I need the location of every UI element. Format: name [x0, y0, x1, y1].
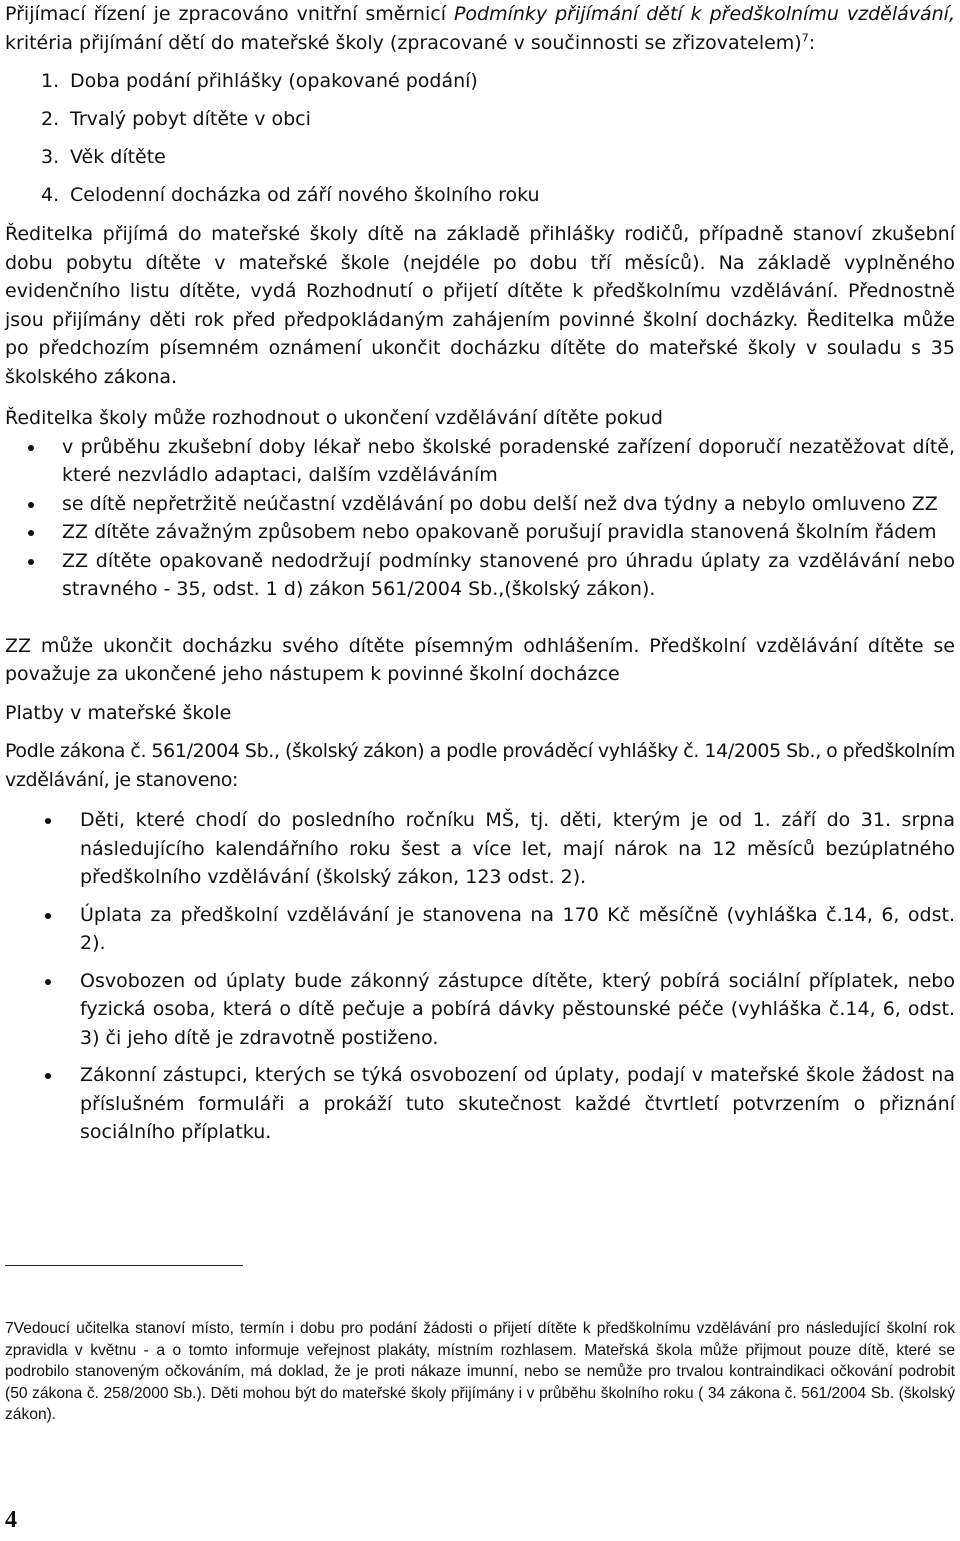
termination-reason-item [5, 518, 955, 547]
termination-reason-item [5, 547, 955, 604]
directive-title: Podmínky přijímání dětí k předškolnímu vzdělávání, [453, 3, 955, 25]
termination-reason-text: se dítě nepřetržitě neúčastní vzdělávání po dobu delší než dva týdny a nebylo omluveno ZZ [62, 492, 938, 515]
termination-reasons-list [5, 433, 955, 604]
criterion-item [5, 100, 955, 138]
payment-rule-text: Děti, které chodí do posledního ročníku MŠ, tj. děti, kterým je od 1. září do 31. srpna následujícího kalendářního roku šest a více let, mají nárok na 12 měsíců bezúplatného předškolního vzdělávání (školský zákon, 123 odst. 2). [80, 809, 955, 888]
parent-termination-paragraph: ZZ může ukončit docházku svého dítěte písemným odhlášením. Předškolní vzdělávání dítěte se považuje za ukončené jeho nástupem k povinné školní docházce [5, 634, 955, 685]
payment-rules-list [5, 806, 955, 1147]
bullet-icon [45, 913, 51, 919]
bullet-icon [45, 979, 51, 985]
bullet-icon [45, 1073, 51, 1079]
payments-heading: Platby v mateřské škole [5, 701, 232, 724]
criterion-number: 1. [41, 70, 60, 92]
payment-rule-text: Zákonní zástupci, kterých se týká osvobození od úplaty, podají v mateřské škole žádost na příslušném formuláři a prokáží tuto skutečnost každé čtvrtletí potvrzením o přiznání sociálního příplatku. [80, 1064, 955, 1143]
payment-rule-item [5, 967, 955, 1053]
criterion-number: 3. [41, 146, 60, 168]
payment-rule-text: Úplata za předškolní vzdělávání je stanovena na 170 Kč měsíčně (vyhláška č.14, 6, odst. 2). [80, 903, 955, 954]
payment-rule-text: Osvobozen od úplaty bude zákonný zástupce dítěte, který pobírá sociální příplatek, nebo fyzická osoba, která o dítě pečuje a pobírá dávky pěstounské péče (vyhláška č.14, 6, odst. 3) či jeho dítě je zdravotně postiženo. [80, 969, 955, 1049]
criterion-number: 4. [41, 184, 60, 206]
footnote-text: 7Vedoucí učitelka stanoví místo, termín i dobu pro podání žádosti o přijetí dítěte k předškolnímu vzdělávání pro následující školní rok zpravidla v květnu - a o tomto informuje veřejnost plakáty, místním rozhlasem. Mateřská škola může přijmout pouze dítě, které se podrobilo stanoveným očkováním, má doklad, že je proti nákaze imunní, nebo se nemůže pro trvalou kontraindikaci očkování podrobit (50 zákona č. 258/2000 Sb.). Děti mohou být do mateřské školy přijímány i v průběhu školního roku ( 34 zákona č. 561/2004 Sb. (školský zákon). [5, 1320, 955, 1423]
page-number: 4 [5, 1507, 17, 1533]
termination-reason-text: v průběhu zkušební doby lékař nebo školské poradenské zařízení doporučí nezatěžovat dítě, které nezvládlo adaptaci, dalším vzděláváním [62, 435, 955, 486]
payments-intro: Podle zákona č. 561/2004 Sb., (školský zákon) a podle prováděcí vyhlášky č. 14/2005 Sb., o předškolním vzdělávání, je stanoveno: [5, 740, 955, 791]
termination-reason-text: ZZ dítěte opakovaně nedodržují podmínky stanovené pro úhradu úplaty za vzdělávání nebo stravného - 35, odst. 1 d) zákon 561/2004 Sb.,(školský zákon). [62, 549, 955, 600]
document-page [5, 0, 955, 1156]
criterion-item [5, 138, 955, 176]
bullet-icon [28, 502, 34, 508]
intro-text-1: Přijímací řízení je zpracováno vnitřní směrnicí [5, 3, 454, 25]
termination-reason-item [5, 433, 955, 490]
intro-paragraph [5, 0, 955, 57]
termination-reason-item [5, 490, 955, 519]
termination-reason-text: ZZ dítěte závažným způsobem nebo opakovaně porušují pravidla stanovená školním řádem [62, 521, 937, 543]
payment-rule-item [5, 806, 955, 892]
criterion-item [5, 62, 955, 100]
criterion-text: Trvalý pobyt dítěte v obci [70, 108, 311, 130]
intro-text-2: kritéria přijímání dětí do mateřské školy (zpracované v součinnosti se zřizovatelem) [5, 31, 802, 54]
bullet-icon [28, 559, 34, 565]
footnote-reference[interactable]: 7 [801, 31, 809, 45]
criterion-item [5, 176, 955, 214]
payment-rule-item [5, 901, 955, 958]
bullet-icon [45, 818, 51, 824]
admission-criteria-list [5, 62, 955, 214]
criterion-text: Věk dítěte [70, 146, 166, 168]
criterion-number: 2. [41, 108, 60, 130]
criterion-text: Celodenní docházka od září nového školního roku [70, 184, 540, 206]
bullet-icon [28, 445, 34, 451]
termination-intro: Ředitelka školy může rozhodnout o ukončení vzdělávání dítěte pokud [5, 407, 663, 429]
criterion-text: Doba podání přihlášky (opakované podání) [70, 70, 478, 92]
admission-paragraph: Ředitelka přijímá do mateřské školy dítě na základě přihlášky rodičů, případně stanoví zkušební dobu pobytu dítěte v mateřské škole (nejdéle po dobu tří měsíců). Na základě vyplněného evidenčního listu dítěte, vydá Rozhodnutí o přijetí dítěte k předškolnímu vzdělávání. Přednostně jsou přijímány děti rok před předpokládaným zahájením povinné školní docházky. Ředitelka může po předchozím písemném oznámení ukončit docházku dítěte do mateřské školy v souladu s 35 školského zákona. [5, 223, 955, 388]
payment-rule-item [5, 1061, 955, 1147]
bullet-icon [28, 530, 34, 536]
intro-text-3: : [808, 31, 816, 54]
footnote-separator [5, 1265, 243, 1266]
